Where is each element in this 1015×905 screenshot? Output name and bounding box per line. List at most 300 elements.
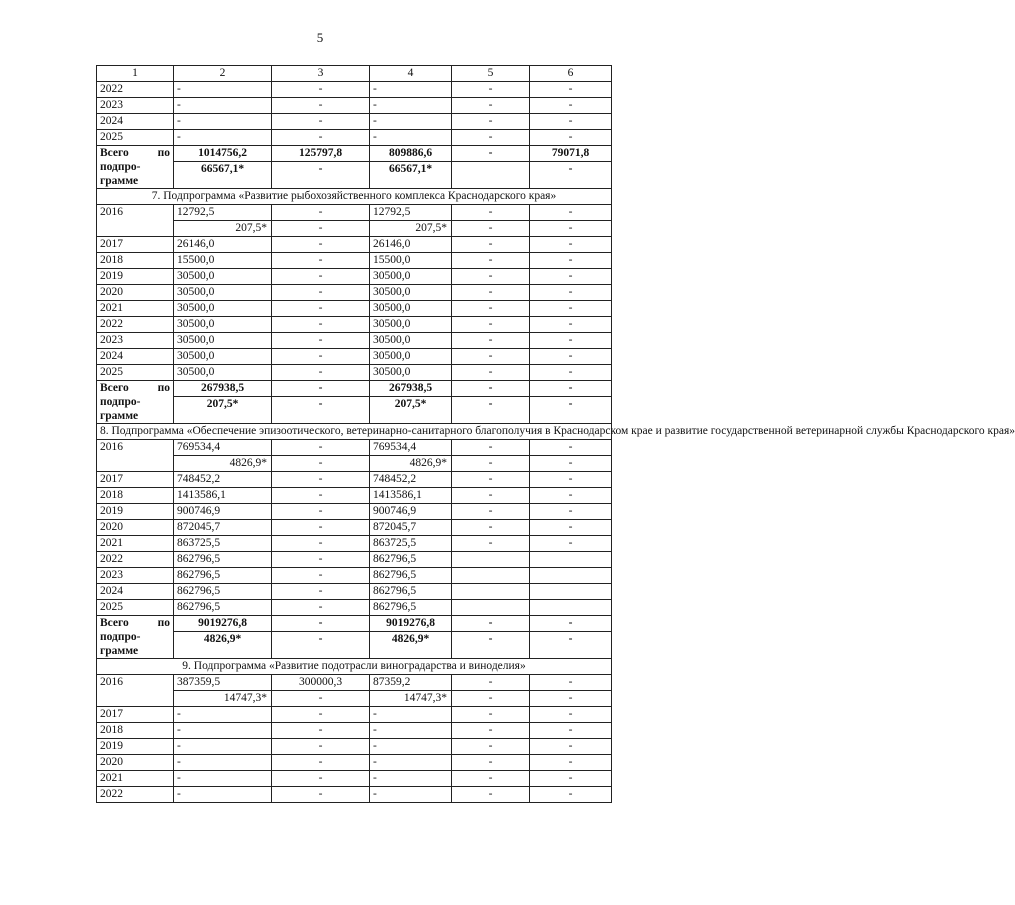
extra-budget-cell <box>530 568 612 584</box>
column-header: 4 <box>370 66 452 82</box>
column-header: 6 <box>530 66 612 82</box>
total-cell: 387359,5 <box>174 675 272 691</box>
regional-cell: - <box>370 114 452 130</box>
local-cell: - <box>452 146 530 162</box>
year-cell: 2021 <box>97 301 174 317</box>
regional-cell-extra: 14747,3* <box>370 691 452 707</box>
year-cell: 2018 <box>97 488 174 504</box>
regional-cell: 26146,0 <box>370 237 452 253</box>
regional-cell: 30500,0 <box>370 365 452 381</box>
year-row <box>97 269 612 285</box>
regional-cell: - <box>370 98 452 114</box>
federal-cell: - <box>272 205 370 221</box>
year-cell: 2019 <box>97 269 174 285</box>
total-cell: 862796,5 <box>174 584 272 600</box>
local-cell: - <box>452 237 530 253</box>
year-row <box>97 536 612 552</box>
subprogram-total-row-extra <box>97 632 612 643</box>
year-row <box>97 237 612 253</box>
federal-cell: - <box>272 584 370 600</box>
local-cell: - <box>452 616 530 632</box>
federal-cell: 125797,8 <box>272 146 370 162</box>
extra-budget-cell: - <box>530 472 612 488</box>
regional-cell: 267938,5 <box>370 381 452 397</box>
year-row <box>97 82 612 98</box>
local-cell: - <box>452 488 530 504</box>
total-cell-extra: 14747,3* <box>174 691 272 707</box>
federal-cell: - <box>272 520 370 536</box>
year-row <box>97 504 612 520</box>
local-cell: - <box>452 739 530 755</box>
total-cell: - <box>174 707 272 723</box>
total-cell: 26146,0 <box>174 237 272 253</box>
year-cell: 2021 <box>97 771 174 787</box>
year-row <box>97 600 612 616</box>
total-cell: 12792,5 <box>174 205 272 221</box>
extra-budget-cell: - <box>530 349 612 365</box>
regional-cell: 9019276,8 <box>370 616 452 632</box>
local-cell <box>452 568 530 584</box>
extra-budget-cell-extra: - <box>530 691 612 707</box>
local-cell: - <box>452 317 530 333</box>
column-header: 2 <box>174 66 272 82</box>
local-cell: - <box>452 301 530 317</box>
year-row <box>97 488 612 504</box>
year-cell: 2025 <box>97 600 174 616</box>
year-row <box>97 365 612 381</box>
year-cell: 2024 <box>97 584 174 600</box>
total-cell-extra: 4826,9* <box>174 456 272 472</box>
subprogram-total-label <box>97 146 174 189</box>
federal-cell: - <box>272 130 370 146</box>
regional-cell: 30500,0 <box>370 349 452 365</box>
extra-budget-cell: - <box>530 317 612 333</box>
extra-budget-cell: - <box>530 301 612 317</box>
federal-cell: - <box>272 504 370 520</box>
total-label-word: по <box>157 382 170 394</box>
total-cell: 30500,0 <box>174 301 272 317</box>
year-cell: 2017 <box>97 237 174 253</box>
regional-cell: 809886,6 <box>370 146 452 162</box>
federal-cell: - <box>272 253 370 269</box>
extra-budget-cell: - <box>530 98 612 114</box>
extra-budget-cell: - <box>530 365 612 381</box>
year-cell: 2023 <box>97 98 174 114</box>
extra-budget-cell: - <box>530 504 612 520</box>
local-cell: - <box>452 285 530 301</box>
federal-cell: - <box>272 739 370 755</box>
extra-budget-cell: - <box>530 269 612 285</box>
total-cell: - <box>174 739 272 755</box>
regional-cell: - <box>370 739 452 755</box>
year-cell: 2016 <box>97 440 174 472</box>
regional-cell: 862796,5 <box>370 584 452 600</box>
federal-cell-extra: - <box>272 162 370 189</box>
year-row <box>97 285 612 301</box>
federal-cell: - <box>272 616 370 632</box>
extra-budget-cell <box>530 584 612 600</box>
year-row <box>97 771 612 787</box>
regional-cell: 30500,0 <box>370 285 452 301</box>
extra-budget-cell: - <box>530 285 612 301</box>
funding-table <box>96 65 1015 803</box>
regional-cell: 87359,2 <box>370 675 452 691</box>
regional-cell: - <box>370 130 452 146</box>
total-cell: 30500,0 <box>174 333 272 349</box>
year-row <box>97 552 612 568</box>
total-cell: 30500,0 <box>174 317 272 333</box>
local-cell: - <box>452 269 530 285</box>
total-cell: - <box>174 82 272 98</box>
total-cell: - <box>174 755 272 771</box>
total-cell: 30500,0 <box>174 285 272 301</box>
extra-budget-cell-extra: - <box>530 221 612 237</box>
local-cell-extra <box>452 162 530 189</box>
federal-cell: - <box>272 82 370 98</box>
regional-cell: - <box>370 787 452 803</box>
year-cell: 2021 <box>97 536 174 552</box>
regional-cell: 30500,0 <box>370 269 452 285</box>
federal-cell: - <box>272 349 370 365</box>
year-cell: 2022 <box>97 317 174 333</box>
regional-cell-extra: 66567,1* <box>370 162 452 189</box>
year-cell: 2020 <box>97 520 174 536</box>
extra-budget-cell: - <box>530 253 612 269</box>
total-cell: - <box>174 114 272 130</box>
page-number: 5 <box>316 30 324 45</box>
federal-cell: - <box>272 755 370 771</box>
regional-cell: 872045,7 <box>370 520 452 536</box>
year-cell: 2023 <box>97 333 174 349</box>
extra-budget-cell: - <box>530 520 612 536</box>
total-cell: 862796,5 <box>174 568 272 584</box>
regional-cell: 769534,4 <box>370 440 452 456</box>
local-cell: - <box>452 787 530 803</box>
local-cell <box>452 600 530 616</box>
federal-cell: - <box>272 301 370 317</box>
local-cell: - <box>452 365 530 381</box>
federal-cell: - <box>272 114 370 130</box>
total-cell-extra: 4826,9* <box>174 632 272 659</box>
total-cell: 769534,4 <box>174 440 272 456</box>
year-cell: 2020 <box>97 285 174 301</box>
total-label-line: грамме <box>100 175 139 187</box>
regional-cell: - <box>370 755 452 771</box>
federal-cell: - <box>272 317 370 333</box>
regional-cell-extra: 207,5* <box>370 397 452 424</box>
year-cell: 2022 <box>97 82 174 98</box>
federal-cell: - <box>272 237 370 253</box>
local-cell-extra: - <box>452 456 530 472</box>
federal-cell-extra: - <box>272 456 370 472</box>
total-cell-extra: 207,5* <box>174 221 272 237</box>
year-row <box>97 301 612 317</box>
local-cell: - <box>452 98 530 114</box>
federal-cell-extra: - <box>272 632 370 659</box>
subprogram-total-label <box>97 381 174 424</box>
federal-cell: - <box>272 552 370 568</box>
year-cell: 2025 <box>97 130 174 146</box>
federal-cell: - <box>272 365 370 381</box>
federal-cell: - <box>272 333 370 349</box>
federal-cell: - <box>272 771 370 787</box>
year-row <box>97 568 612 584</box>
extra-budget-cell: - <box>530 739 612 755</box>
year-row <box>97 472 612 488</box>
subprogram-title: 8. Подпрограмма «Обеспечение эпизоотического, ветеринарно-санитарного благополучия в Краснодарском крае и развитие государственной ветеринарной службы Краснодарского края» <box>97 424 612 440</box>
federal-cell: - <box>272 723 370 739</box>
local-cell: - <box>452 130 530 146</box>
year-cell: 2020 <box>97 755 174 771</box>
subprogram-total-row <box>97 616 612 632</box>
federal-cell: - <box>272 285 370 301</box>
extra-budget-cell: - <box>530 536 612 552</box>
regional-cell: 30500,0 <box>370 317 452 333</box>
year-row <box>97 317 612 333</box>
year-row <box>97 707 612 723</box>
total-cell: - <box>174 130 272 146</box>
regional-cell: 900746,9 <box>370 504 452 520</box>
total-label-line: грамме <box>100 645 139 657</box>
local-cell: - <box>452 349 530 365</box>
extra-budget-cell: 79071,8 <box>530 146 612 162</box>
extra-budget-cell-extra: - <box>530 456 612 472</box>
subprogram-title-row <box>97 189 612 205</box>
total-cell-extra: 207,5* <box>174 397 272 424</box>
extra-budget-cell <box>530 552 612 568</box>
total-label-word: по <box>157 147 170 159</box>
local-cell: - <box>452 723 530 739</box>
extra-budget-cell: - <box>530 82 612 98</box>
extra-budget-cell: - <box>530 616 612 632</box>
year-row <box>97 98 612 114</box>
subprogram-total-label <box>97 616 174 659</box>
total-cell: - <box>174 98 272 114</box>
extra-budget-cell-extra: - <box>530 632 612 659</box>
regional-cell: 30500,0 <box>370 333 452 349</box>
federal-cell: - <box>272 568 370 584</box>
year-row <box>97 114 612 130</box>
subprogram-title: 7. Подпрограмма «Развитие рыбохозяйственного комплекса Краснодарского края» <box>97 189 612 205</box>
total-cell: 30500,0 <box>174 365 272 381</box>
local-cell: - <box>452 771 530 787</box>
year-cell: 2022 <box>97 787 174 803</box>
extra-budget-cell: - <box>530 440 612 456</box>
total-label-line <box>100 146 170 160</box>
year-cell: 2016 <box>97 205 174 237</box>
total-cell: 863725,5 <box>174 536 272 552</box>
federal-cell: - <box>272 269 370 285</box>
extra-budget-cell-extra: - <box>530 162 612 189</box>
column-header: 1 <box>97 66 174 82</box>
year-row-extra <box>97 221 612 237</box>
federal-cell: - <box>272 536 370 552</box>
year-cell: 2017 <box>97 472 174 488</box>
regional-cell: 15500,0 <box>370 253 452 269</box>
total-label-word: по <box>157 617 170 629</box>
subprogram-title: 9. Подпрограмма «Развитие подотрасли виноградарства и виноделия» <box>97 659 612 675</box>
total-cell: 862796,5 <box>174 552 272 568</box>
year-cell: 2022 <box>97 552 174 568</box>
year-row <box>97 333 612 349</box>
local-cell <box>452 584 530 600</box>
total-label-line: подпро- <box>100 631 141 643</box>
total-cell: 1413586,1 <box>174 488 272 504</box>
local-cell-extra: - <box>452 691 530 707</box>
total-label-line <box>100 381 170 395</box>
local-cell-extra: - <box>452 397 530 424</box>
total-cell: - <box>174 787 272 803</box>
total-cell: 862796,5 <box>174 600 272 616</box>
federal-cell-extra: - <box>272 397 370 424</box>
extra-budget-cell: - <box>530 130 612 146</box>
year-cell: 2018 <box>97 723 174 739</box>
regional-cell: 862796,5 <box>370 568 452 584</box>
federal-cell: - <box>272 600 370 616</box>
year-cell: 2025 <box>97 365 174 381</box>
local-cell: - <box>452 707 530 723</box>
regional-cell: 748452,2 <box>370 472 452 488</box>
extra-budget-cell: - <box>530 723 612 739</box>
federal-cell: - <box>272 381 370 397</box>
year-cell: 2016 <box>97 675 174 707</box>
year-cell: 2017 <box>97 707 174 723</box>
total-cell: 748452,2 <box>174 472 272 488</box>
federal-cell-extra: - <box>272 691 370 707</box>
total-cell: 30500,0 <box>174 269 272 285</box>
regional-cell: - <box>370 82 452 98</box>
year-cell: 2024 <box>97 114 174 130</box>
extra-budget-cell: - <box>530 675 612 691</box>
total-label-line <box>100 616 170 630</box>
local-cell: - <box>452 755 530 771</box>
total-cell-extra: 66567,1* <box>174 162 272 189</box>
extra-budget-cell: - <box>530 755 612 771</box>
extra-budget-cell: - <box>530 237 612 253</box>
total-label-line: грамме <box>100 410 139 422</box>
year-row <box>97 675 612 691</box>
total-cell: 267938,5 <box>174 381 272 397</box>
regional-cell: 30500,0 <box>370 301 452 317</box>
extra-budget-cell: - <box>530 114 612 130</box>
year-cell: 2024 <box>97 349 174 365</box>
local-cell: - <box>452 333 530 349</box>
total-label-word: Всего <box>100 617 129 629</box>
year-row <box>97 205 612 221</box>
extra-budget-cell <box>530 600 612 616</box>
federal-cell: - <box>272 472 370 488</box>
regional-cell: 1413586,1 <box>370 488 452 504</box>
year-row-extra <box>97 456 612 472</box>
extra-budget-cell: - <box>530 771 612 787</box>
year-row <box>97 130 612 146</box>
year-cell: 2019 <box>97 739 174 755</box>
extra-budget-cell: - <box>530 333 612 349</box>
total-cell: 15500,0 <box>174 253 272 269</box>
year-row <box>97 440 612 456</box>
total-label-word: Всего <box>100 382 129 394</box>
total-cell: - <box>174 723 272 739</box>
regional-cell: - <box>370 723 452 739</box>
year-row-extra <box>97 691 612 707</box>
subprogram-title-row <box>97 659 612 675</box>
year-row <box>97 349 612 365</box>
subprogram-total-row-extra <box>97 162 612 173</box>
regional-cell-extra: 207,5* <box>370 221 452 237</box>
regional-cell: - <box>370 771 452 787</box>
federal-cell: - <box>272 440 370 456</box>
local-cell: - <box>452 472 530 488</box>
local-cell <box>452 552 530 568</box>
subprogram-total-row-extra <box>97 397 612 408</box>
total-cell: 9019276,8 <box>174 616 272 632</box>
total-cell: 872045,7 <box>174 520 272 536</box>
subprogram-total-row <box>97 381 612 397</box>
federal-cell-extra: - <box>272 221 370 237</box>
year-cell: 2019 <box>97 504 174 520</box>
regional-cell: 863725,5 <box>370 536 452 552</box>
year-cell: 2023 <box>97 568 174 584</box>
year-row <box>97 723 612 739</box>
regional-cell-extra: 4826,9* <box>370 456 452 472</box>
year-row <box>97 739 612 755</box>
regional-cell-extra: 4826,9* <box>370 632 452 659</box>
total-cell: 1014756,2 <box>174 146 272 162</box>
year-row <box>97 787 612 803</box>
column-header: 5 <box>452 66 530 82</box>
extra-budget-cell-extra: - <box>530 397 612 424</box>
local-cell: - <box>452 253 530 269</box>
local-cell: - <box>452 675 530 691</box>
total-cell: - <box>174 771 272 787</box>
local-cell: - <box>452 520 530 536</box>
funding-table-body <box>97 66 1015 803</box>
total-label-word: Всего <box>100 147 129 159</box>
regional-cell: 12792,5 <box>370 205 452 221</box>
column-header: 3 <box>272 66 370 82</box>
local-cell: - <box>452 536 530 552</box>
local-cell: - <box>452 82 530 98</box>
total-label-line: подпро- <box>100 161 141 173</box>
subprogram-title-row <box>97 424 612 440</box>
federal-cell: - <box>272 488 370 504</box>
regional-cell: - <box>370 707 452 723</box>
local-cell: - <box>452 504 530 520</box>
year-cell: 2018 <box>97 253 174 269</box>
local-cell: - <box>452 114 530 130</box>
local-cell: - <box>452 205 530 221</box>
regional-cell: 862796,5 <box>370 552 452 568</box>
regional-cell: 862796,5 <box>370 600 452 616</box>
total-cell: 30500,0 <box>174 349 272 365</box>
year-row <box>97 584 612 600</box>
subprogram-total-row <box>97 146 612 162</box>
local-cell-extra: - <box>452 632 530 659</box>
year-row <box>97 253 612 269</box>
extra-budget-cell: - <box>530 381 612 397</box>
federal-cell: - <box>272 787 370 803</box>
federal-cell: - <box>272 707 370 723</box>
extra-budget-cell: - <box>530 707 612 723</box>
federal-cell: 300000,3 <box>272 675 370 691</box>
column-header-row <box>97 66 612 82</box>
local-cell: - <box>452 440 530 456</box>
year-row <box>97 755 612 771</box>
total-label-line: подпро- <box>100 396 141 408</box>
extra-budget-cell: - <box>530 787 612 803</box>
local-cell: - <box>452 381 530 397</box>
year-row <box>97 520 612 536</box>
